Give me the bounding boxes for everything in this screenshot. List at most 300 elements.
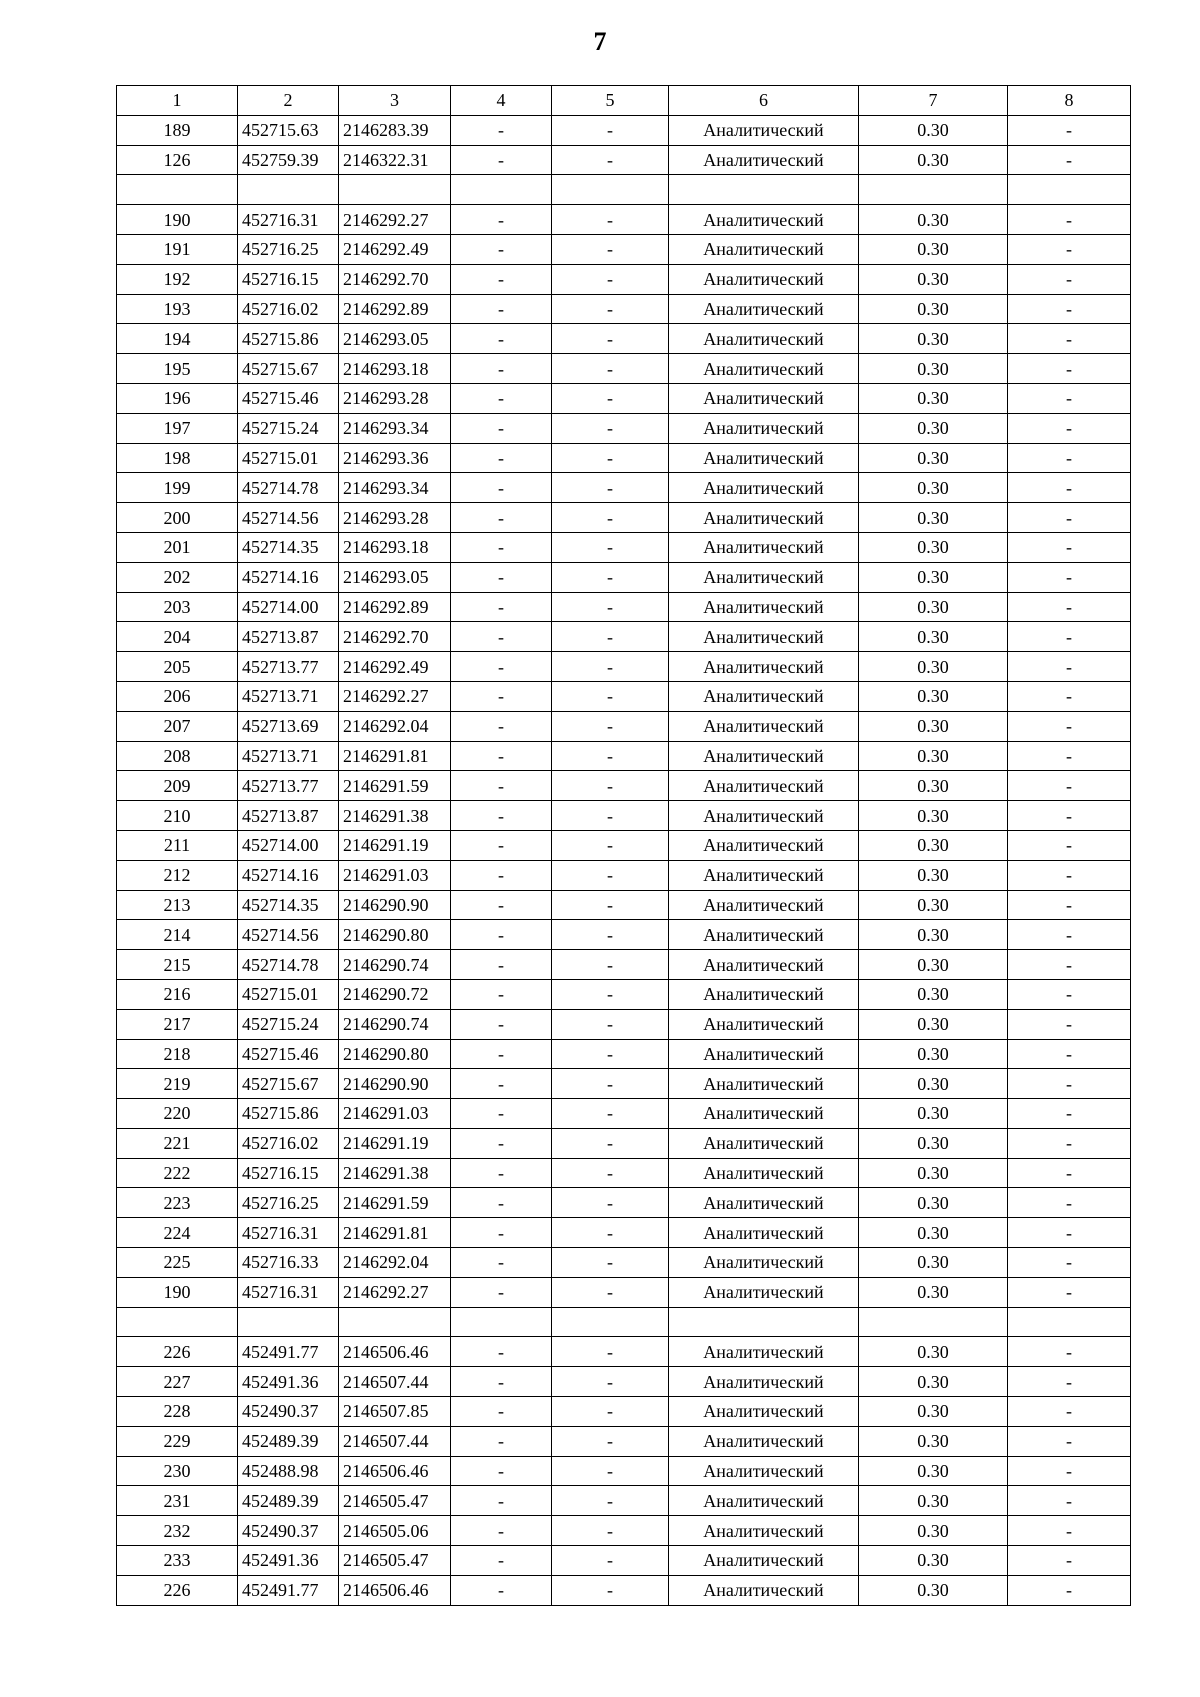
table-row <box>117 1069 1131 1099</box>
table-row <box>117 1099 1131 1129</box>
column-5-value-cell: - <box>552 830 669 860</box>
method-value-cell: Аналитический <box>669 473 859 503</box>
coordinate-y-cell: 2146506.46 <box>339 1456 451 1486</box>
column-8-value-cell: - <box>1008 264 1131 294</box>
method-value-cell: Аналитический <box>669 1575 859 1605</box>
coordinate-x-cell: 452716.02 <box>238 1128 339 1158</box>
point-number-cell: 220 <box>117 1099 238 1129</box>
coordinate-x-cell: 452716.31 <box>238 205 339 235</box>
point-number-cell: 201 <box>117 532 238 562</box>
column-5-value-cell: - <box>552 1128 669 1158</box>
coordinate-x-cell: 452716.15 <box>238 1158 339 1188</box>
table-row <box>117 1456 1131 1486</box>
accuracy-value-cell: 0.30 <box>859 1546 1008 1576</box>
column-8-value-cell: - <box>1008 413 1131 443</box>
table-row <box>117 622 1131 652</box>
column-8-value-cell: - <box>1008 383 1131 413</box>
method-value-cell: Аналитический <box>669 1367 859 1397</box>
column-4-value-cell: - <box>451 354 552 384</box>
method-value-cell: Аналитический <box>669 1277 859 1307</box>
column-8-value-cell: - <box>1008 115 1131 145</box>
point-number-cell: 225 <box>117 1248 238 1278</box>
accuracy-value-cell: 0.30 <box>859 622 1008 652</box>
table-row <box>117 920 1131 950</box>
accuracy-value-cell: 0.30 <box>859 1397 1008 1427</box>
coordinate-x-cell: 452713.77 <box>238 652 339 682</box>
coordinate-x-cell: 452715.24 <box>238 413 339 443</box>
accuracy-value-cell: 0.30 <box>859 890 1008 920</box>
page-number: 7 <box>593 27 607 56</box>
coordinate-y-cell: 2146293.34 <box>339 413 451 443</box>
coordinate-y-cell: 2146292.49 <box>339 234 451 264</box>
method-value-cell: Аналитический <box>669 1486 859 1516</box>
accuracy-value-cell: 0.30 <box>859 383 1008 413</box>
coordinate-x-cell: 452490.37 <box>238 1397 339 1427</box>
point-number-cell: 217 <box>117 1009 238 1039</box>
coordinate-y-cell: 2146290.90 <box>339 890 451 920</box>
method-value-cell: Аналитический <box>669 234 859 264</box>
method-value-cell: Аналитический <box>669 711 859 741</box>
coordinate-x-cell: 452713.69 <box>238 711 339 741</box>
column-4-value-cell: - <box>451 1426 552 1456</box>
column-5-value-cell: - <box>552 1397 669 1427</box>
accuracy-value-cell: 0.30 <box>859 920 1008 950</box>
table-row <box>117 1218 1131 1248</box>
column-5-value-cell: - <box>552 652 669 682</box>
table-row <box>117 1367 1131 1397</box>
method-value-cell: Аналитический <box>669 145 859 175</box>
coordinate-x-cell <box>238 1307 339 1337</box>
column-5-value-cell <box>552 175 669 205</box>
coordinate-y-cell: 2146293.18 <box>339 354 451 384</box>
point-number-cell: 203 <box>117 592 238 622</box>
coordinate-x-cell: 452715.67 <box>238 1069 339 1099</box>
column-8-value-cell: - <box>1008 622 1131 652</box>
coordinate-x-cell: 452716.25 <box>238 1188 339 1218</box>
point-number-cell: 216 <box>117 979 238 1009</box>
column-4-value-cell: - <box>451 890 552 920</box>
point-number-cell: 228 <box>117 1397 238 1427</box>
table-row <box>117 1248 1131 1278</box>
coordinate-y-cell: 2146291.03 <box>339 860 451 890</box>
coordinate-x-cell: 452715.67 <box>238 354 339 384</box>
table-row <box>117 801 1131 831</box>
table-row <box>117 1307 1131 1337</box>
accuracy-value-cell: 0.30 <box>859 711 1008 741</box>
table-row <box>117 473 1131 503</box>
method-value-cell: Аналитический <box>669 801 859 831</box>
accuracy-value-cell: 0.30 <box>859 681 1008 711</box>
method-value-cell: Аналитический <box>669 1218 859 1248</box>
coordinate-y-cell: 2146292.27 <box>339 681 451 711</box>
point-number-cell: 229 <box>117 1426 238 1456</box>
coordinate-y-cell: 2146291.19 <box>339 1128 451 1158</box>
coordinate-y-cell: 2146322.31 <box>339 145 451 175</box>
coordinate-y-cell: 2146291.03 <box>339 1099 451 1129</box>
table-row <box>117 830 1131 860</box>
header-row <box>117 86 1131 116</box>
method-value-cell: Аналитический <box>669 592 859 622</box>
accuracy-value-cell: 0.30 <box>859 115 1008 145</box>
coordinate-x-cell: 452714.35 <box>238 532 339 562</box>
column-8-value-cell: - <box>1008 1486 1131 1516</box>
column-header-7: 7 <box>859 86 1008 116</box>
column-4-value-cell: - <box>451 562 552 592</box>
method-value-cell: Аналитический <box>669 324 859 354</box>
column-8-value-cell: - <box>1008 920 1131 950</box>
coordinate-y-cell: 2146292.89 <box>339 592 451 622</box>
coordinate-y-cell: 2146506.46 <box>339 1337 451 1367</box>
column-5-value-cell: - <box>552 950 669 980</box>
coordinate-x-cell <box>238 175 339 205</box>
column-5-value-cell: - <box>552 801 669 831</box>
coordinate-y-cell: 2146291.59 <box>339 771 451 801</box>
accuracy-value-cell: 0.30 <box>859 860 1008 890</box>
accuracy-value-cell: 0.30 <box>859 473 1008 503</box>
column-8-value-cell: - <box>1008 443 1131 473</box>
table-row <box>117 1337 1131 1367</box>
point-number-cell: 189 <box>117 115 238 145</box>
coordinate-x-cell: 452716.25 <box>238 234 339 264</box>
accuracy-value-cell <box>859 175 1008 205</box>
method-value-cell: Аналитический <box>669 1188 859 1218</box>
method-value-cell: Аналитический <box>669 979 859 1009</box>
column-4-value-cell: - <box>451 1277 552 1307</box>
coordinate-x-cell: 452714.56 <box>238 920 339 950</box>
method-value-cell: Аналитический <box>669 830 859 860</box>
point-number-cell: 190 <box>117 1277 238 1307</box>
table-row <box>117 592 1131 622</box>
table-row <box>117 652 1131 682</box>
column-8-value-cell: - <box>1008 741 1131 771</box>
column-5-value-cell: - <box>552 1158 669 1188</box>
point-number-cell: 223 <box>117 1188 238 1218</box>
coordinate-y-cell: 2146290.80 <box>339 1039 451 1069</box>
table-row <box>117 1486 1131 1516</box>
column-8-value-cell: - <box>1008 801 1131 831</box>
column-4-value-cell: - <box>451 741 552 771</box>
column-8-value-cell <box>1008 175 1131 205</box>
point-number-cell: 222 <box>117 1158 238 1188</box>
accuracy-value-cell: 0.30 <box>859 1426 1008 1456</box>
column-4-value-cell: - <box>451 413 552 443</box>
column-4-value-cell: - <box>451 1367 552 1397</box>
method-value-cell: Аналитический <box>669 383 859 413</box>
column-4-value-cell: - <box>451 503 552 533</box>
column-5-value-cell: - <box>552 473 669 503</box>
coordinate-x-cell: 452489.39 <box>238 1486 339 1516</box>
point-number-cell: 196 <box>117 383 238 413</box>
coordinate-y-cell: 2146291.38 <box>339 1158 451 1188</box>
column-8-value-cell: - <box>1008 652 1131 682</box>
coordinate-y-cell: 2146290.90 <box>339 1069 451 1099</box>
column-5-value-cell: - <box>552 1248 669 1278</box>
accuracy-value-cell: 0.30 <box>859 145 1008 175</box>
coordinate-x-cell: 452491.36 <box>238 1367 339 1397</box>
point-number-cell: 224 <box>117 1218 238 1248</box>
accuracy-value-cell: 0.30 <box>859 562 1008 592</box>
table-row <box>117 443 1131 473</box>
point-number-cell: 213 <box>117 890 238 920</box>
column-8-value-cell: - <box>1008 1248 1131 1278</box>
table-row <box>117 1546 1131 1576</box>
column-4-value-cell: - <box>451 234 552 264</box>
method-value-cell: Аналитический <box>669 1099 859 1129</box>
coordinate-y-cell: 2146291.81 <box>339 1218 451 1248</box>
column-4-value-cell: - <box>451 443 552 473</box>
point-number-cell: 221 <box>117 1128 238 1158</box>
table-row <box>117 234 1131 264</box>
point-number-cell: 202 <box>117 562 238 592</box>
column-5-value-cell: - <box>552 1039 669 1069</box>
column-8-value-cell: - <box>1008 1367 1131 1397</box>
accuracy-value-cell: 0.30 <box>859 830 1008 860</box>
accuracy-value-cell: 0.30 <box>859 1575 1008 1605</box>
point-number-cell: 226 <box>117 1337 238 1367</box>
table-row <box>117 681 1131 711</box>
column-8-value-cell: - <box>1008 532 1131 562</box>
point-number-cell: 197 <box>117 413 238 443</box>
table-row <box>117 1039 1131 1069</box>
column-4-value-cell: - <box>451 1546 552 1576</box>
table-header <box>117 86 1131 116</box>
coordinate-y-cell: 2146293.34 <box>339 473 451 503</box>
method-value-cell: Аналитический <box>669 741 859 771</box>
coordinate-y-cell: 2146290.72 <box>339 979 451 1009</box>
table-row <box>117 294 1131 324</box>
method-value-cell: Аналитический <box>669 622 859 652</box>
accuracy-value-cell: 0.30 <box>859 1516 1008 1546</box>
method-value-cell: Аналитический <box>669 652 859 682</box>
point-number-cell: 208 <box>117 741 238 771</box>
coordinate-x-cell: 452716.33 <box>238 1248 339 1278</box>
coordinate-y-cell: 2146507.44 <box>339 1426 451 1456</box>
column-4-value-cell: - <box>451 115 552 145</box>
column-4-value-cell: - <box>451 1516 552 1546</box>
accuracy-value-cell: 0.30 <box>859 1248 1008 1278</box>
accuracy-value-cell: 0.30 <box>859 354 1008 384</box>
coordinate-y-cell: 2146293.28 <box>339 383 451 413</box>
coordinate-y-cell: 2146292.27 <box>339 1277 451 1307</box>
column-8-value-cell: - <box>1008 1188 1131 1218</box>
column-5-value-cell: - <box>552 592 669 622</box>
coordinate-x-cell: 452715.46 <box>238 383 339 413</box>
column-8-value-cell: - <box>1008 1575 1131 1605</box>
column-4-value-cell: - <box>451 1069 552 1099</box>
column-8-value-cell: - <box>1008 592 1131 622</box>
point-number-cell: 207 <box>117 711 238 741</box>
coordinate-x-cell: 452716.31 <box>238 1218 339 1248</box>
column-5-value-cell: - <box>552 1546 669 1576</box>
table-row <box>117 503 1131 533</box>
coordinate-x-cell: 452713.71 <box>238 681 339 711</box>
point-number-cell: 195 <box>117 354 238 384</box>
method-value-cell: Аналитический <box>669 890 859 920</box>
column-header-8: 8 <box>1008 86 1131 116</box>
table-row <box>117 383 1131 413</box>
method-value-cell: Аналитический <box>669 115 859 145</box>
column-4-value-cell: - <box>451 711 552 741</box>
column-8-value-cell: - <box>1008 294 1131 324</box>
coordinate-y-cell: 2146293.05 <box>339 562 451 592</box>
method-value-cell: Аналитический <box>669 264 859 294</box>
column-8-value-cell: - <box>1008 830 1131 860</box>
accuracy-value-cell: 0.30 <box>859 652 1008 682</box>
column-5-value-cell: - <box>552 532 669 562</box>
accuracy-value-cell: 0.30 <box>859 1486 1008 1516</box>
coordinate-x-cell: 452715.01 <box>238 443 339 473</box>
method-value-cell: Аналитический <box>669 205 859 235</box>
column-4-value-cell: - <box>451 1009 552 1039</box>
column-5-value-cell: - <box>552 264 669 294</box>
column-8-value-cell: - <box>1008 1426 1131 1456</box>
column-header-2: 2 <box>238 86 339 116</box>
accuracy-value-cell: 0.30 <box>859 1188 1008 1218</box>
column-header-1: 1 <box>117 86 238 116</box>
column-4-value-cell: - <box>451 681 552 711</box>
column-5-value-cell: - <box>552 115 669 145</box>
point-number-cell: 214 <box>117 920 238 950</box>
table-row <box>117 1426 1131 1456</box>
method-value-cell: Аналитический <box>669 771 859 801</box>
method-value-cell: Аналитический <box>669 413 859 443</box>
point-number-cell: 231 <box>117 1486 238 1516</box>
column-5-value-cell: - <box>552 1069 669 1099</box>
column-8-value-cell <box>1008 1307 1131 1337</box>
column-4-value-cell <box>451 1307 552 1337</box>
point-number-cell: 210 <box>117 801 238 831</box>
method-value-cell: Аналитический <box>669 681 859 711</box>
accuracy-value-cell: 0.30 <box>859 1128 1008 1158</box>
coordinate-x-cell: 452491.77 <box>238 1575 339 1605</box>
accuracy-value-cell: 0.30 <box>859 413 1008 443</box>
column-4-value-cell: - <box>451 532 552 562</box>
accuracy-value-cell: 0.30 <box>859 1277 1008 1307</box>
accuracy-value-cell: 0.30 <box>859 771 1008 801</box>
method-value-cell: Аналитический <box>669 1337 859 1367</box>
column-4-value-cell: - <box>451 145 552 175</box>
accuracy-value-cell: 0.30 <box>859 592 1008 622</box>
coordinate-x-cell: 452714.35 <box>238 890 339 920</box>
table-row <box>117 1277 1131 1307</box>
column-4-value-cell: - <box>451 1099 552 1129</box>
point-number-cell: 200 <box>117 503 238 533</box>
method-value-cell: Аналитический <box>669 860 859 890</box>
coordinate-x-cell: 452490.37 <box>238 1516 339 1546</box>
column-5-value-cell: - <box>552 890 669 920</box>
column-8-value-cell: - <box>1008 354 1131 384</box>
accuracy-value-cell: 0.30 <box>859 1158 1008 1188</box>
accuracy-value-cell: 0.30 <box>859 979 1008 1009</box>
column-5-value-cell: - <box>552 860 669 890</box>
table-row <box>117 1516 1131 1546</box>
coordinate-y-cell: 2146505.06 <box>339 1516 451 1546</box>
accuracy-value-cell: 0.30 <box>859 801 1008 831</box>
coordinate-x-cell: 452714.16 <box>238 860 339 890</box>
column-5-value-cell: - <box>552 711 669 741</box>
table-row <box>117 979 1131 1009</box>
coordinate-x-cell: 452714.56 <box>238 503 339 533</box>
column-4-value-cell: - <box>451 1486 552 1516</box>
column-5-value-cell: - <box>552 1337 669 1367</box>
column-8-value-cell: - <box>1008 950 1131 980</box>
column-8-value-cell: - <box>1008 1039 1131 1069</box>
column-8-value-cell: - <box>1008 1337 1131 1367</box>
point-number-cell: 232 <box>117 1516 238 1546</box>
column-4-value-cell: - <box>451 652 552 682</box>
coordinate-y-cell: 2146292.70 <box>339 622 451 652</box>
column-4-value-cell: - <box>451 771 552 801</box>
column-8-value-cell: - <box>1008 562 1131 592</box>
method-value-cell: Аналитический <box>669 920 859 950</box>
coordinate-x-cell: 452759.39 <box>238 145 339 175</box>
column-8-value-cell: - <box>1008 1069 1131 1099</box>
column-5-value-cell: - <box>552 1486 669 1516</box>
table-row <box>117 1009 1131 1039</box>
column-4-value-cell: - <box>451 1397 552 1427</box>
method-value-cell: Аналитический <box>669 562 859 592</box>
column-header-4: 4 <box>451 86 552 116</box>
column-8-value-cell: - <box>1008 1158 1131 1188</box>
column-4-value-cell: - <box>451 801 552 831</box>
accuracy-value-cell: 0.30 <box>859 264 1008 294</box>
coordinate-y-cell: 2146293.36 <box>339 443 451 473</box>
column-8-value-cell: - <box>1008 1099 1131 1129</box>
column-5-value-cell: - <box>552 205 669 235</box>
column-5-value-cell: - <box>552 920 669 950</box>
column-8-value-cell: - <box>1008 979 1131 1009</box>
coordinate-x-cell: 452715.86 <box>238 1099 339 1129</box>
column-5-value-cell: - <box>552 1099 669 1129</box>
point-number-cell: 204 <box>117 622 238 652</box>
coordinate-y-cell: 2146290.74 <box>339 1009 451 1039</box>
point-number-cell: 199 <box>117 473 238 503</box>
column-8-value-cell: - <box>1008 681 1131 711</box>
column-8-value-cell: - <box>1008 1009 1131 1039</box>
column-5-value-cell: - <box>552 413 669 443</box>
method-value-cell: Аналитический <box>669 950 859 980</box>
coordinate-y-cell: 2146292.04 <box>339 1248 451 1278</box>
accuracy-value-cell: 0.30 <box>859 1099 1008 1129</box>
method-value-cell: Аналитический <box>669 1456 859 1486</box>
coordinate-y-cell: 2146293.18 <box>339 532 451 562</box>
column-4-value-cell: - <box>451 1248 552 1278</box>
column-5-value-cell: - <box>552 354 669 384</box>
point-number-cell: 205 <box>117 652 238 682</box>
point-number-cell: 211 <box>117 830 238 860</box>
column-8-value-cell: - <box>1008 1516 1131 1546</box>
method-value-cell: Аналитический <box>669 1069 859 1099</box>
column-4-value-cell: - <box>451 920 552 950</box>
column-4-value-cell: - <box>451 1128 552 1158</box>
column-4-value-cell: - <box>451 383 552 413</box>
accuracy-value-cell: 0.30 <box>859 503 1008 533</box>
table-row <box>117 741 1131 771</box>
column-4-value-cell: - <box>451 1575 552 1605</box>
accuracy-value-cell: 0.30 <box>859 324 1008 354</box>
accuracy-value-cell: 0.30 <box>859 1367 1008 1397</box>
table-row <box>117 1575 1131 1605</box>
column-8-value-cell: - <box>1008 711 1131 741</box>
table-row <box>117 205 1131 235</box>
column-4-value-cell: - <box>451 592 552 622</box>
accuracy-value-cell: 0.30 <box>859 1218 1008 1248</box>
table-row <box>117 413 1131 443</box>
column-4-value-cell: - <box>451 1337 552 1367</box>
table-row <box>117 115 1131 145</box>
column-5-value-cell: - <box>552 503 669 533</box>
column-8-value-cell: - <box>1008 1456 1131 1486</box>
